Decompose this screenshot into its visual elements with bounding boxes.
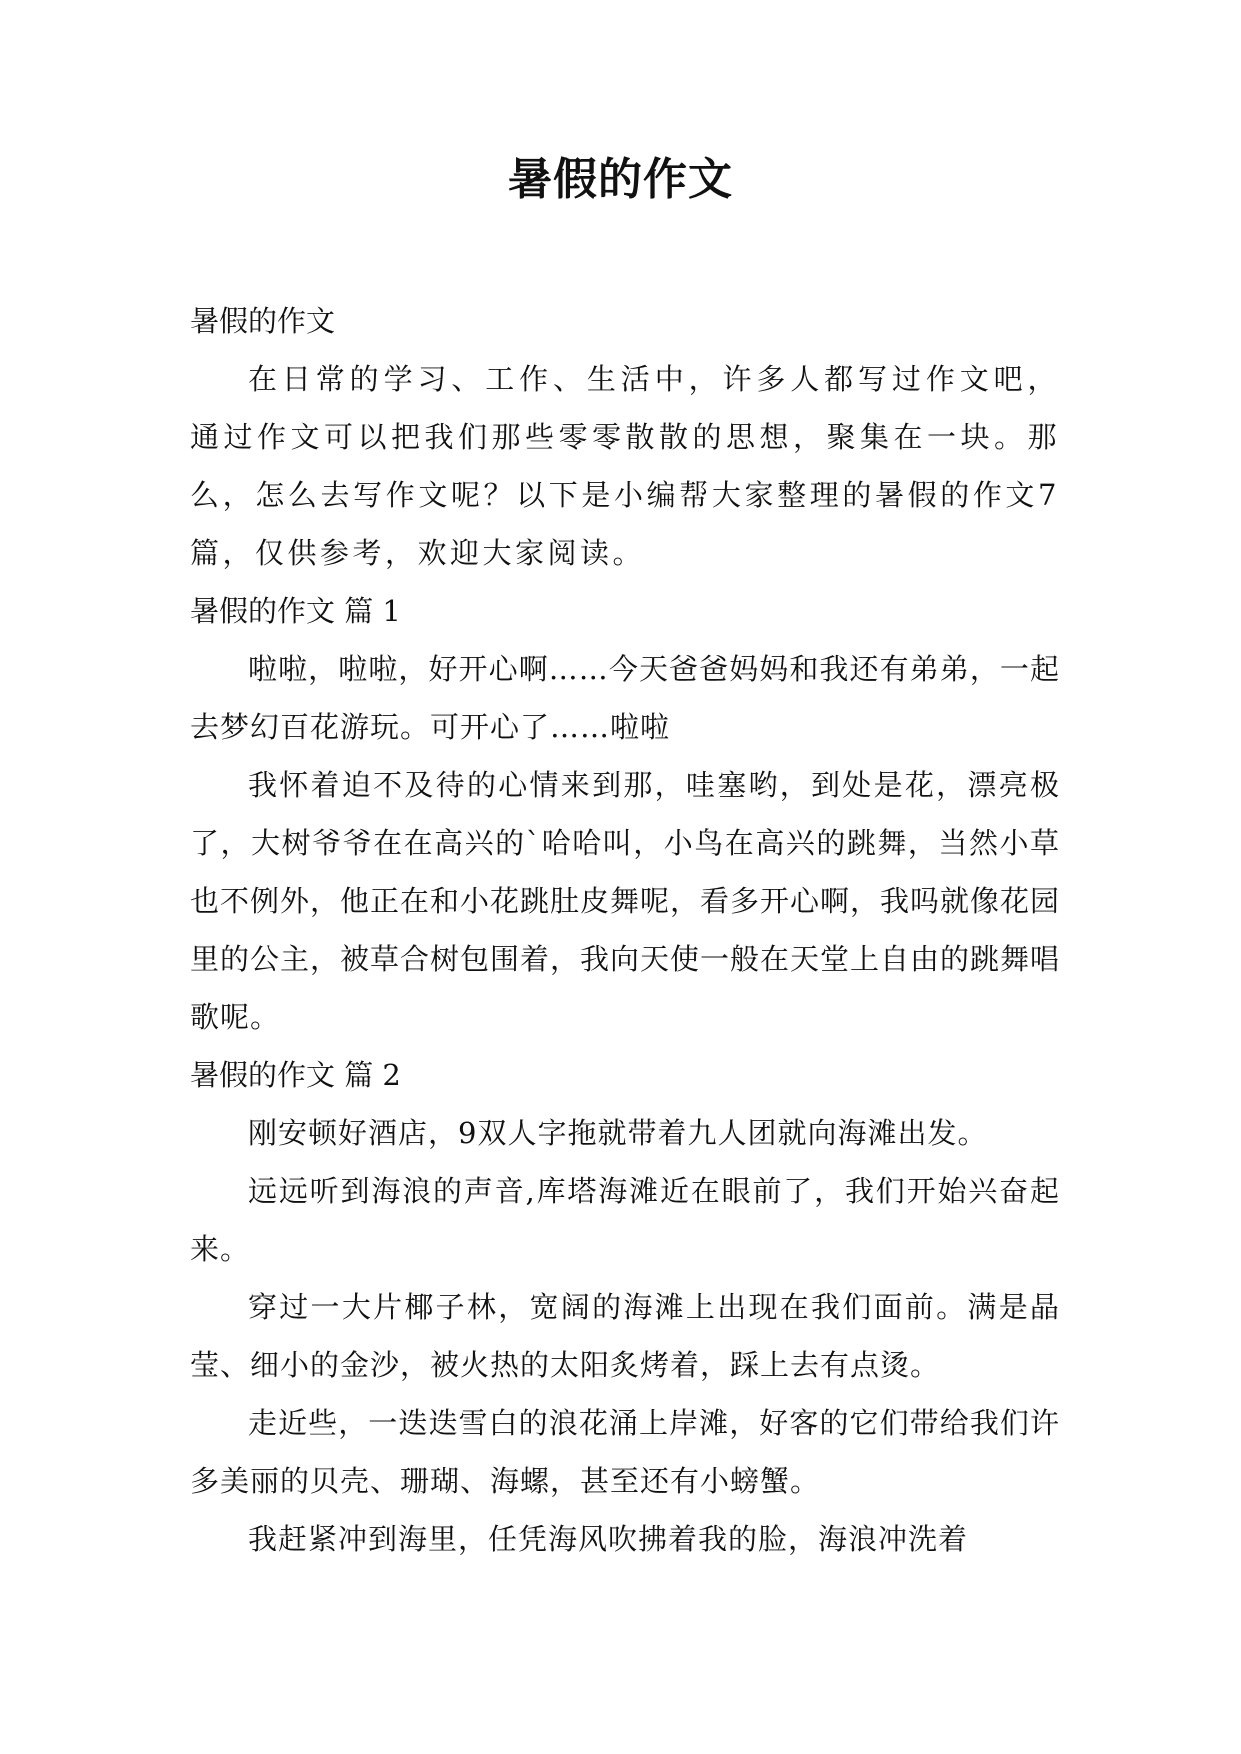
section-1-paragraph-1: 啦啦，啦啦，好开心啊……今天爸爸妈妈和我还有弟弟，一起去梦幻百花游玩。可开心了……啦啦 — [190, 652, 1060, 744]
section-heading-2: 暑假的作文 篇 2 — [190, 1058, 401, 1092]
document-body — [190, 292, 1060, 1568]
section-2-paragraph-3: 穿过一大片椰子林，宽阔的海滩上出现在我们面前。满是晶莹、细小的金沙，被火热的太阳炙烤着，踩上去有点烫。 — [190, 1290, 1060, 1382]
section-2-paragraph-5: 我赶紧冲到海里，任凭海风吹拂着我的脸，海浪冲洗着 — [248, 1522, 969, 1556]
section-1-paragraph-2: 我怀着迫不及待的心情来到那，哇塞哟，到处是花，漂亮极了，大树爷爷在在高兴的`哈哈叫，小鸟在高兴的跳舞，当然小草也不例外，他正在和小花跳肚皮舞呢，看多开心啊，我吗就像花园里的公主，被草合树包围着，我向天使一般在天堂上自由的跳舞唱歌呢。 — [190, 768, 1061, 1034]
document-title: 暑假的作文 — [508, 154, 733, 205]
section-2-paragraph-2: 远远听到海浪的声音,库塔海滩近在眼前了，我们开始兴奋起来。 — [190, 1174, 1060, 1266]
intro-paragraph: 在日常的学习、工作、生活中，许多人都写过作文吧，通过作文可以把我们那些零零散散的思想，聚集在一块。那么，怎么去写作文呢？以下是小编帮大家整理的暑假的作文7篇，仅供参考，欢迎大家阅读。 — [190, 362, 1060, 570]
intro-heading: 暑假的作文 — [190, 304, 336, 338]
section-2-paragraph-1: 刚安顿好酒店，9双人字拖就带着九人团就向海滩出发。 — [248, 1116, 988, 1150]
section-2-paragraph-4: 走近些，一迭迭雪白的浪花涌上岸滩，好客的它们带给我们许多美丽的贝壳、珊瑚、海螺，甚至还有小螃蟹。 — [190, 1406, 1060, 1498]
section-heading-1: 暑假的作文 篇 1 — [190, 594, 401, 628]
